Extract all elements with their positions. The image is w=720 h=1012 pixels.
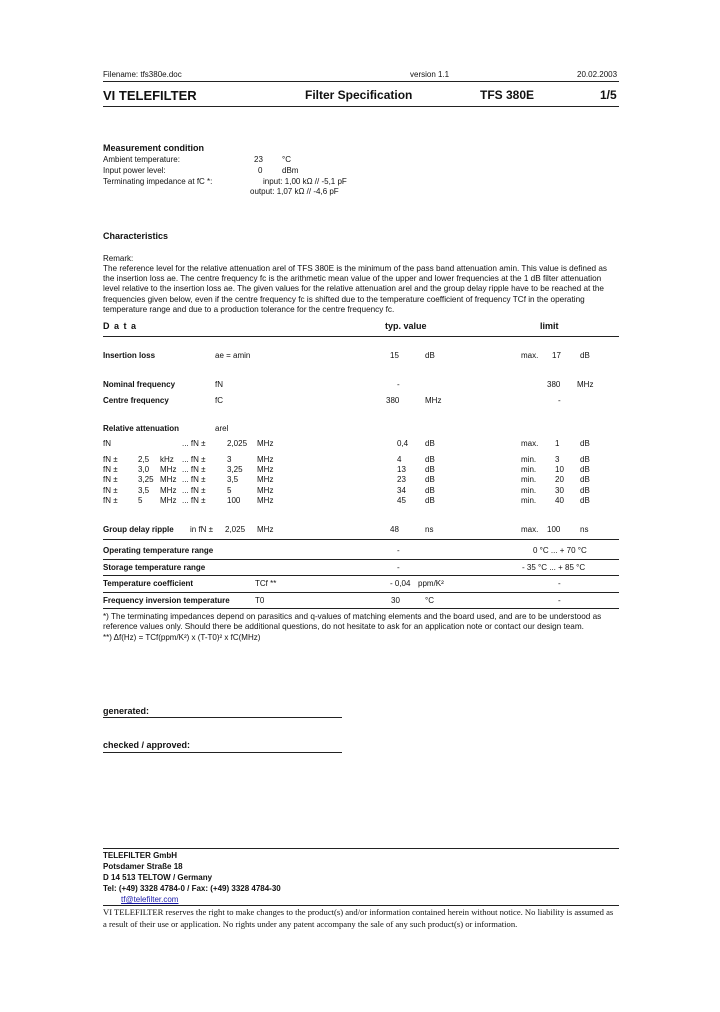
rel-att-row-0-unit: dB [425, 439, 435, 448]
filename: Filename: tfs380e.doc [103, 70, 182, 79]
footnote-tcf: **) Δf(Hz) = TCf(ppm/K²) x (T-T0)² x fC(MHz) [103, 633, 261, 642]
rel-att-row-5-c5: 100 [227, 496, 241, 505]
rel-att-row-4-c6: MHz [257, 486, 274, 495]
rel-att-row-5-lk: min. [521, 496, 537, 505]
header-rule-top [103, 81, 619, 82]
insertion-loss-symbol: ae = amin [215, 351, 251, 360]
rel-att-row-3-c4: ... fN ± [182, 475, 206, 484]
rel-att-row-4-unit: dB [425, 486, 435, 495]
rel-att-row-2-unit: dB [425, 465, 435, 474]
freq-inversion-unit: °C [425, 596, 434, 605]
storage-temp-label: Storage temperature range [103, 563, 206, 572]
rel-att-row-3-lv: 20 [555, 475, 564, 484]
rel-att-row-3-lu: dB [580, 475, 590, 484]
footer-email-link[interactable]: tf@telefilter.com [121, 895, 179, 904]
footer-legal-notice: VI TELEFILTER reserves the right to make changes to the product(s) and/or information contained herein without notice. No liability is assumed as a result of their use or application. No rights under any patent accompany the sale of any such product(s) or information. [103, 907, 614, 929]
relative-attenuation-label: Relative attenuation [103, 424, 180, 433]
rel-att-row-4-c2: 3,5 [138, 486, 150, 495]
rel-att-row-1-typ: 4 [397, 455, 402, 464]
impedance-label: Terminating impedance at fC *: [103, 177, 213, 186]
col-data: D a t a [103, 321, 138, 331]
rel-att-row-5-typ: 45 [397, 496, 406, 505]
generated-signature-line [103, 717, 342, 718]
rel-att-row-0-typ: 0,4 [397, 439, 409, 448]
group-delay-range-unit: MHz [257, 525, 274, 534]
temp-coefficient-symbol: TCf ** [255, 579, 277, 588]
freq-inversion-symbol: T0 [255, 596, 265, 605]
rel-att-row-3-typ: 23 [397, 475, 406, 484]
rel-att-row-4-lu: dB [580, 486, 590, 495]
rel-att-row-4-lv: 30 [555, 486, 564, 495]
table-header-rule [103, 336, 619, 337]
footer-rule [103, 848, 619, 849]
impedance-input: input: 1,00 kΩ // -5,1 pF [263, 177, 347, 186]
rel-att-row-5-lu: dB [580, 496, 590, 505]
rel-att-row-1-lk: min. [521, 455, 537, 464]
rel-att-row-0-c4: ... fN ± [182, 439, 206, 448]
rel-att-row-4-c3: MHz [160, 486, 177, 495]
rel-att-row-1-c1: fN ± [103, 455, 118, 464]
input-power-value: 0 [258, 166, 263, 175]
rel-att-row-3-c5: 3,5 [227, 475, 239, 484]
rule-group-delay [103, 539, 619, 540]
insertion-loss-typ: 15 [390, 351, 399, 360]
rel-att-row-5-unit: dB [425, 496, 435, 505]
product-code: TFS 380E [480, 88, 535, 102]
rel-att-row-2-c1: fN ± [103, 465, 118, 474]
rule-storage-temp [103, 575, 619, 576]
footer-company-name: TELEFILTER GmbH [103, 851, 178, 860]
group-delay-limit-unit: ns [580, 525, 589, 534]
freq-inversion-typ: 30 [391, 596, 400, 605]
centre-frequency-label: Centre frequency [103, 396, 169, 405]
rel-att-row-1-c2: 2,5 [138, 455, 150, 464]
version: version 1.1 [410, 70, 450, 79]
rel-att-row-4-c1: fN ± [103, 486, 118, 495]
document-type: Filter Specification [305, 88, 413, 102]
rel-att-row-2-typ: 13 [397, 465, 406, 474]
rule-temp-coefficient [103, 592, 619, 593]
rel-att-row-4-typ: 34 [397, 486, 406, 495]
insertion-loss-limit: 17 [552, 351, 561, 360]
temp-coefficient-unit: ppm/K² [418, 579, 444, 588]
rel-att-row-2-lv: 10 [555, 465, 564, 474]
rel-att-row-2-c6: MHz [257, 465, 274, 474]
relative-attenuation-symbol: arel [215, 424, 229, 433]
footer-phone-fax: Tel: (+49) 3328 4784-0 / Fax: (+49) 3328 4784-30 [103, 884, 281, 893]
rel-att-row-0-c5: 2,025 [227, 439, 248, 448]
insertion-loss-label: Insertion loss [103, 351, 156, 360]
rel-att-row-3-unit: dB [425, 475, 435, 484]
temp-coefficient-typ: - 0,04 [390, 579, 411, 588]
generated-label: generated: [103, 706, 150, 716]
date: 20.02.2003 [577, 70, 618, 79]
rel-att-row-5-c6: MHz [257, 496, 274, 505]
rel-att-row-4-c4: ... fN ± [182, 486, 206, 495]
rel-att-row-3-lk: min. [521, 475, 537, 484]
rel-att-row-3-c1: fN ± [103, 475, 118, 484]
header-rule-bottom [103, 106, 619, 107]
rel-att-row-0-c1: fN [103, 439, 111, 448]
group-delay-unit: ns [425, 525, 434, 534]
remark-label: Remark: [103, 254, 134, 263]
rel-att-row-0-lk: max. [521, 439, 539, 448]
col-typ-value: typ. value [385, 321, 427, 331]
rel-att-row-4-c5: 5 [227, 486, 232, 495]
operating-temp-typ: - [397, 546, 400, 555]
ambient-temp-unit: °C [282, 155, 291, 164]
rel-att-row-1-lu: dB [580, 455, 590, 464]
footnote-impedance: *) The terminating impedances depend on parasitics and q-values of matching elements and the board used, and are to be understood as reference values only. Should there be additional questions, do not hesitate to ask for an application note or contact our design team. [103, 612, 602, 632]
rel-att-row-2-c2: 3,0 [138, 465, 150, 474]
rel-att-row-1-c4: ... fN ± [182, 455, 206, 464]
measurement-title: Measurement condition [103, 143, 205, 153]
nominal-frequency-typ: - [397, 380, 400, 389]
freq-inversion-label: Frequency inversion temperature [103, 596, 230, 605]
group-delay-limit: 100 [547, 525, 561, 534]
rel-att-row-2-lk: min. [521, 465, 537, 474]
rel-att-row-1-c3: kHz [160, 455, 174, 464]
page-number: 1/5 [600, 88, 617, 102]
rel-att-row-1-c6: MHz [257, 455, 274, 464]
operating-temp-label: Operating temperature range [103, 546, 214, 555]
group-delay-typ: 48 [390, 525, 399, 534]
checked-approved-label: checked / approved: [103, 740, 191, 750]
rel-att-row-3-c2: 3,25 [138, 475, 154, 484]
group-delay-symbol: in fN ± [190, 525, 214, 534]
group-delay-range: 2,025 [225, 525, 246, 534]
rel-att-row-5-c2: 5 [138, 496, 143, 505]
rel-att-row-5-c3: MHz [160, 496, 177, 505]
ambient-temp-label: Ambient temperature: [103, 155, 180, 164]
rel-att-row-2-c5: 3,25 [227, 465, 243, 474]
centre-frequency-limit: - [558, 396, 561, 405]
rel-att-row-1-lv: 3 [555, 455, 560, 464]
temp-coefficient-label: Temperature coefficient [103, 579, 194, 588]
storage-temp-limit: - 35 °C ... + 85 °C [522, 563, 586, 572]
input-power-unit: dBm [282, 166, 299, 175]
rel-att-row-2-lu: dB [580, 465, 590, 474]
characteristics-title: Characteristics [103, 231, 169, 241]
rel-att-row-5-c1: fN ± [103, 496, 118, 505]
nominal-frequency-limit-unit: MHz [577, 380, 594, 389]
group-delay-label: Group delay ripple [103, 525, 174, 534]
rel-att-row-2-c4: ... fN ± [182, 465, 206, 474]
insertion-loss-limit-unit: dB [580, 351, 590, 360]
rel-att-row-1-c5: 3 [227, 455, 232, 464]
footer-city: D 14 513 TELTOW / Germany [103, 873, 213, 882]
rel-att-row-4-lk: min. [521, 486, 537, 495]
temp-coefficient-limit: - [558, 579, 561, 588]
insertion-loss-limit-kind: max. [521, 351, 539, 360]
rel-att-row-3-c6: MHz [257, 475, 274, 484]
rel-att-row-5-c4: ... fN ± [182, 496, 206, 505]
checked-signature-line [103, 752, 342, 753]
company-name: VI TELEFILTER [103, 88, 197, 103]
insertion-loss-unit: dB [425, 351, 435, 360]
footer-street: Potsdamer Straße 18 [103, 862, 183, 871]
centre-frequency-typ: 380 [386, 396, 400, 405]
rel-att-row-2-c3: MHz [160, 465, 177, 474]
centre-frequency-unit: MHz [425, 396, 442, 405]
operating-temp-limit: 0 °C ... + 70 °C [533, 546, 587, 555]
rel-att-row-5-lv: 40 [555, 496, 564, 505]
rel-att-row-1-unit: dB [425, 455, 435, 464]
freq-inversion-limit: - [558, 596, 561, 605]
impedance-output: output: 1,07 kΩ // -4,6 pF [250, 187, 339, 196]
storage-temp-typ: - [397, 563, 400, 572]
nominal-frequency-limit: 380 [547, 380, 561, 389]
rel-att-row-0-c6: MHz [257, 439, 274, 448]
group-delay-limit-kind: max. [521, 525, 539, 534]
rel-att-row-0-lu: dB [580, 439, 590, 448]
ambient-temp-value: 23 [254, 155, 263, 164]
centre-frequency-symbol: fC [215, 396, 223, 405]
col-limit: limit [540, 321, 559, 331]
rel-att-row-3-c3: MHz [160, 475, 177, 484]
input-power-label: Input power level: [103, 166, 166, 175]
nominal-frequency-label: Nominal frequency [103, 380, 176, 389]
nominal-frequency-symbol: fN [215, 380, 223, 389]
remark-text: The reference level for the relative attenuation arel of TFS 380E is the minimum of the pass band attenuation amin. This value is defined as the insertion loss ae. The centre frequency fc is the arithmetic mean value of the upper and lower frequencies at the 1 dB filter attenuation level relative to the insertion loss ae. The given values for the relative attenuation arel and the group delay ripple have to be reached at the frequencies given below, even if the centre frequency fc is shifted due to the temperature coefficient of frequency TCf in the operating temperature range and due to a production tolerance for the centre frequency fc. [103, 264, 607, 314]
rel-att-row-0-lv: 1 [555, 439, 560, 448]
rule-freq-inversion [103, 608, 619, 609]
rule-operating-temp [103, 559, 619, 560]
